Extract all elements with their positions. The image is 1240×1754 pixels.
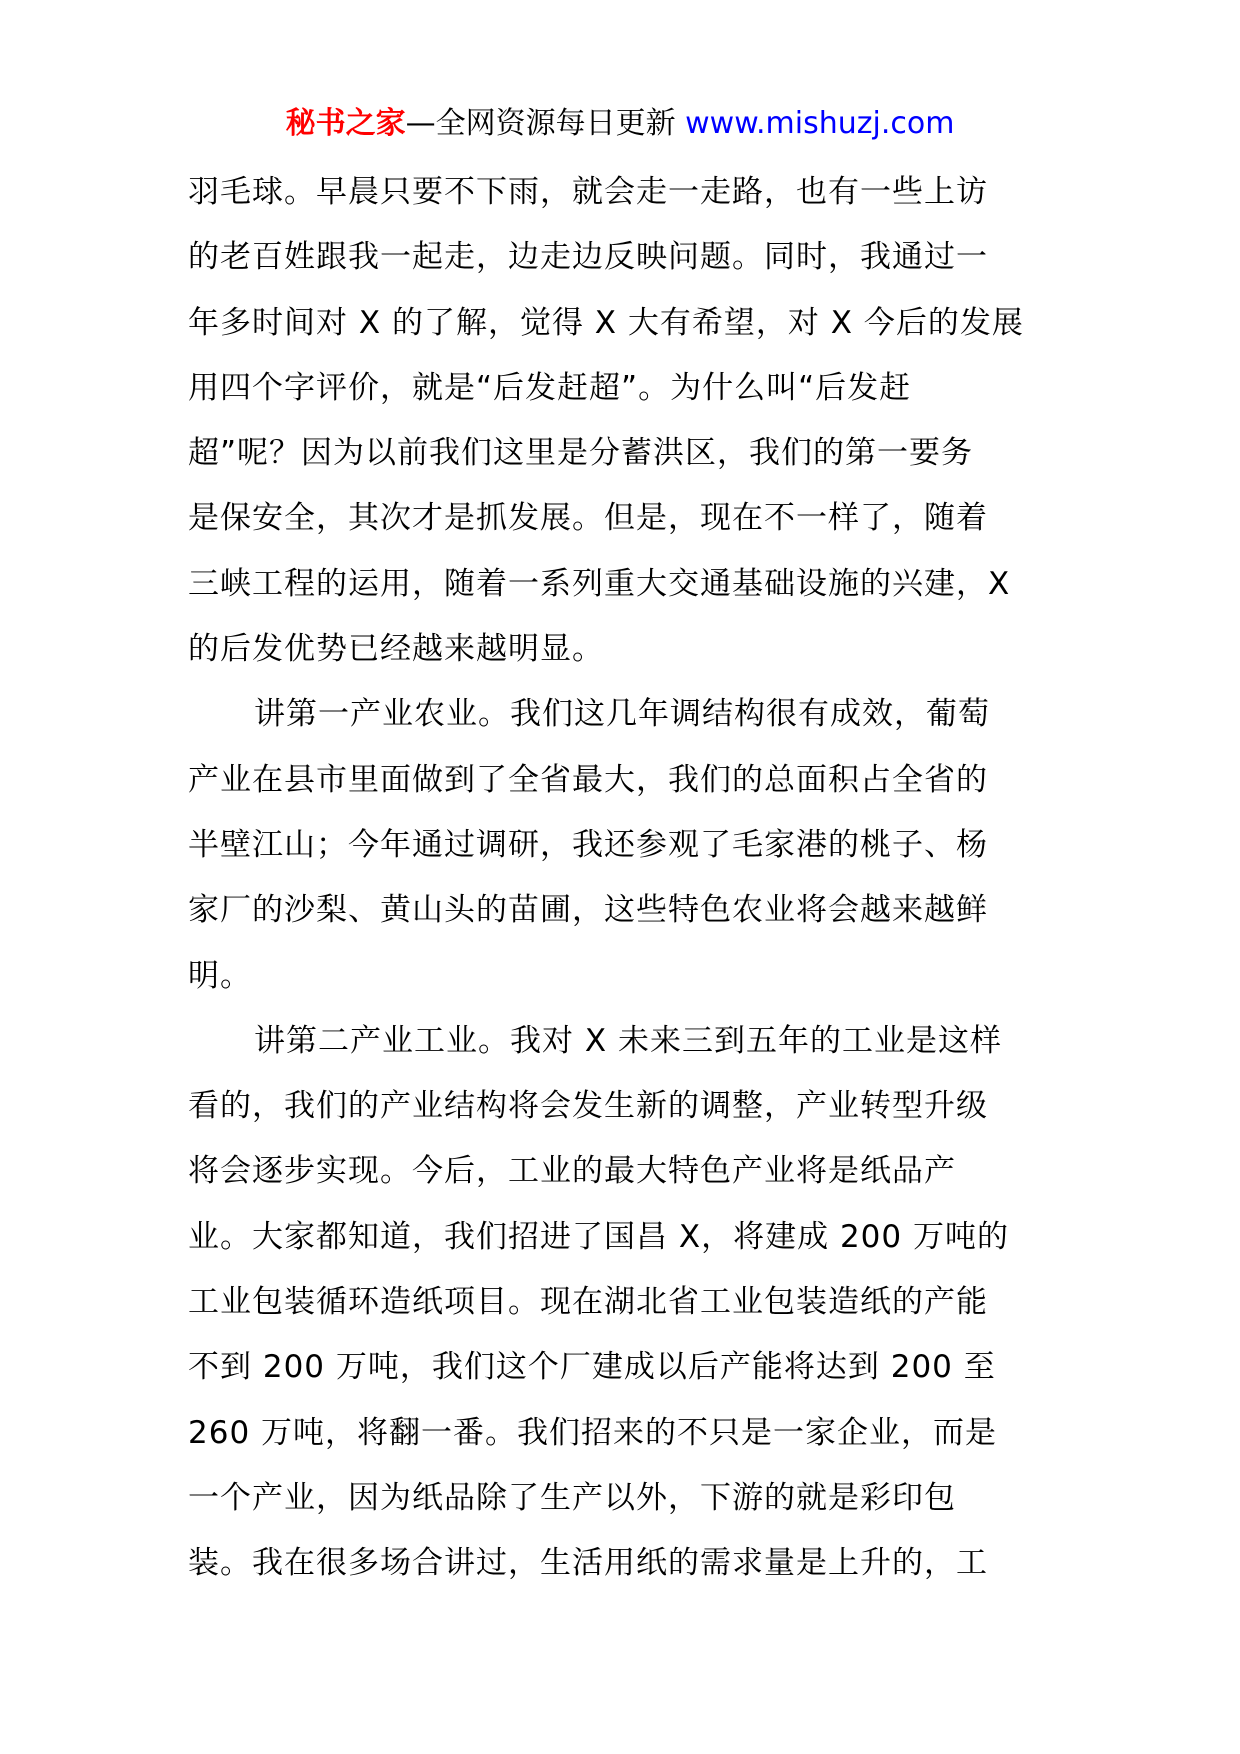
text-line: 将会逐步实现。今后，工业的最大特色产业将是纸品产	[188, 1153, 956, 1190]
text-line: 半壁江山；今年通过调研，我还参观了毛家港的桃子、杨	[188, 826, 988, 863]
text-line: 超”呢？因为以前我们这里是分蓄洪区，我们的第一要务	[188, 435, 974, 472]
text-line: 业。大家都知道，我们招进了国昌 X，将建成 200 万吨的	[188, 1218, 1009, 1255]
text-line: 年多时间对 X 的了解，觉得 X 大有希望，对 X 今后的发展	[188, 304, 1024, 341]
text-line: 产业在县市里面做到了全省最大，我们的总面积占全省的	[188, 761, 988, 798]
text-line: 明。	[188, 957, 252, 994]
site-brand: 秘书之家	[285, 106, 406, 141]
text-line: 一个产业，因为纸品除了生产以外，下游的就是彩印包	[188, 1479, 956, 1516]
text-line: 家厂的沙梨、黄山头的苗圃，这些特色农业将会越来越鲜	[188, 892, 988, 929]
text-line: 260 万吨，将翻一番。我们招来的不只是一家企业，而是	[188, 1414, 998, 1451]
site-url-link[interactable]: www.mishuzj.com	[685, 106, 955, 141]
text-line: 用四个字评价，就是“后发赶超”。为什么叫“后发赶	[188, 369, 912, 406]
text-line: 三峡工程的运用，随着一系列重大交通基础设施的兴建，X	[188, 565, 1011, 602]
text-line: 讲第二产业工业。我对 X 未来三到五年的工业是这样	[254, 1022, 1002, 1059]
text-line: 不到 200 万吨，我们这个厂建成以后产能将达到 200 至	[188, 1349, 996, 1386]
text-line: 羽毛球。早晨只要不下雨，就会走一走路，也有一些上访	[188, 174, 988, 210]
text-line: 讲第一产业农业。我们这几年调结构很有成效，葡萄	[254, 696, 990, 733]
site-slogan: —全网资源每日更新	[405, 106, 686, 141]
page-header	[0, 100, 1240, 148]
document-body	[188, 160, 1056, 1597]
text-line: 看的，我们的产业结构将会发生新的调整，产业转型升级	[188, 1088, 988, 1125]
paragraph	[188, 1009, 1056, 1597]
text-line: 工业包装循环造纸项目。现在湖北省工业包装造纸的产能	[188, 1284, 988, 1321]
paragraph	[188, 682, 1056, 1008]
text-line: 是保安全，其次才是抓发展。但是，现在不一样了，随着	[188, 500, 988, 537]
text-line: 装。我在很多场合讲过，生活用纸的需求量是上升的，工	[188, 1545, 988, 1582]
text-line: 的后发优势已经越来越明显。	[188, 631, 604, 668]
text-line: 的老百姓跟我一起走，边走边反映问题。同时，我通过一	[188, 239, 988, 276]
paragraph	[188, 160, 1056, 682]
